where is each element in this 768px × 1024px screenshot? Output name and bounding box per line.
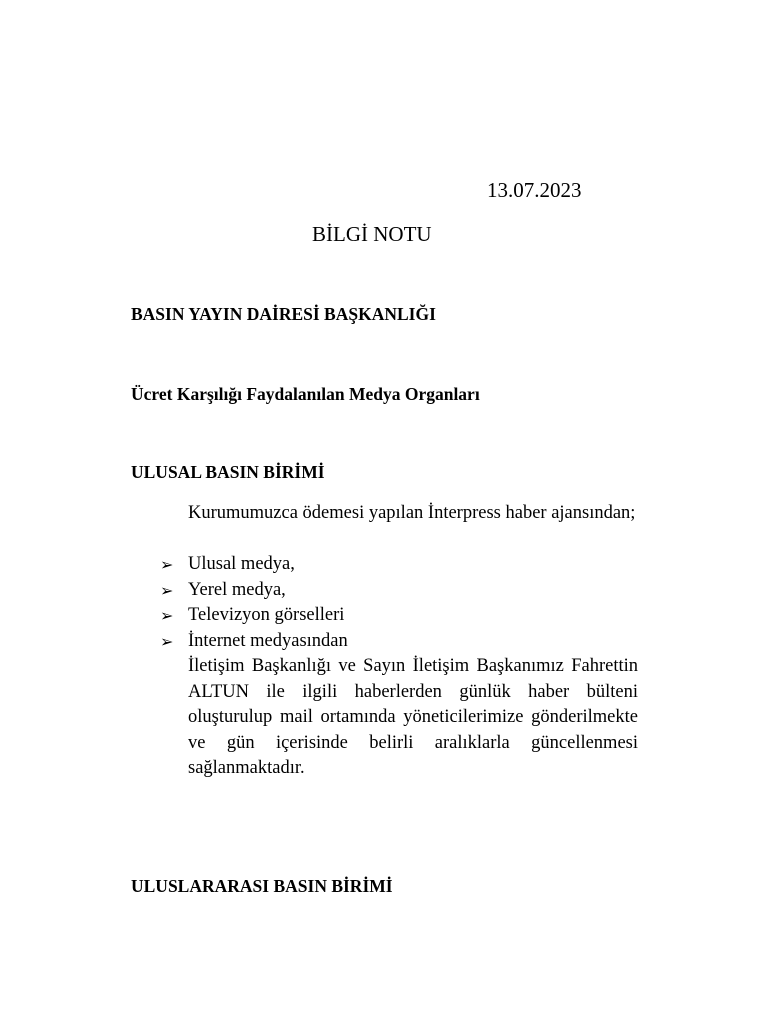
arrowhead-bullet-icon: ➢ (160, 580, 174, 600)
list-item (160, 629, 348, 655)
subject-heading: Ücret Karşılığı Faydalanılan Medya Organları (131, 384, 480, 404)
list-item-label: İnternet medyasından (188, 630, 348, 651)
list-item (160, 578, 348, 604)
department-heading: BASIN YAYIN DAİRESİ BAŞKANLIĞI (131, 304, 436, 324)
body-paragraph: İletişim Başkanlığı ve Sayın İletişim Başkanımız Fahrettin ALTUN ile ilgili haberlerden günlük haber bülteni oluşturulup mail ortamında yöneticilerimize gönderilmekte ve gün içerisinde belirli aralıklarla güncellenmesi sağlanmaktadır. (188, 656, 638, 778)
list-item-label: Yerel medya, (188, 579, 286, 600)
intro-paragraph: Kurumumuzca ödemesi yapılan İnterpress haber ajansından; (188, 503, 636, 523)
list-item (160, 552, 348, 578)
media-list (160, 552, 348, 654)
list-item-label: Ulusal medya, (188, 554, 295, 574)
list-item-label: Televizyon görselleri (188, 605, 345, 625)
arrowhead-bullet-icon: ➢ (160, 606, 174, 625)
arrowhead-bullet-icon: ➢ (160, 555, 174, 574)
section-heading-international: ULUSLARARASI BASIN BİRİMİ (131, 876, 393, 896)
list-item (160, 603, 348, 629)
arrowhead-bullet-icon: ➢ (160, 631, 174, 651)
section-heading-national: ULUSAL BASIN BİRİMİ (131, 462, 325, 482)
document-date: 13.07.2023 (487, 178, 582, 202)
document-title: BİLGİ NOTU (312, 222, 432, 246)
